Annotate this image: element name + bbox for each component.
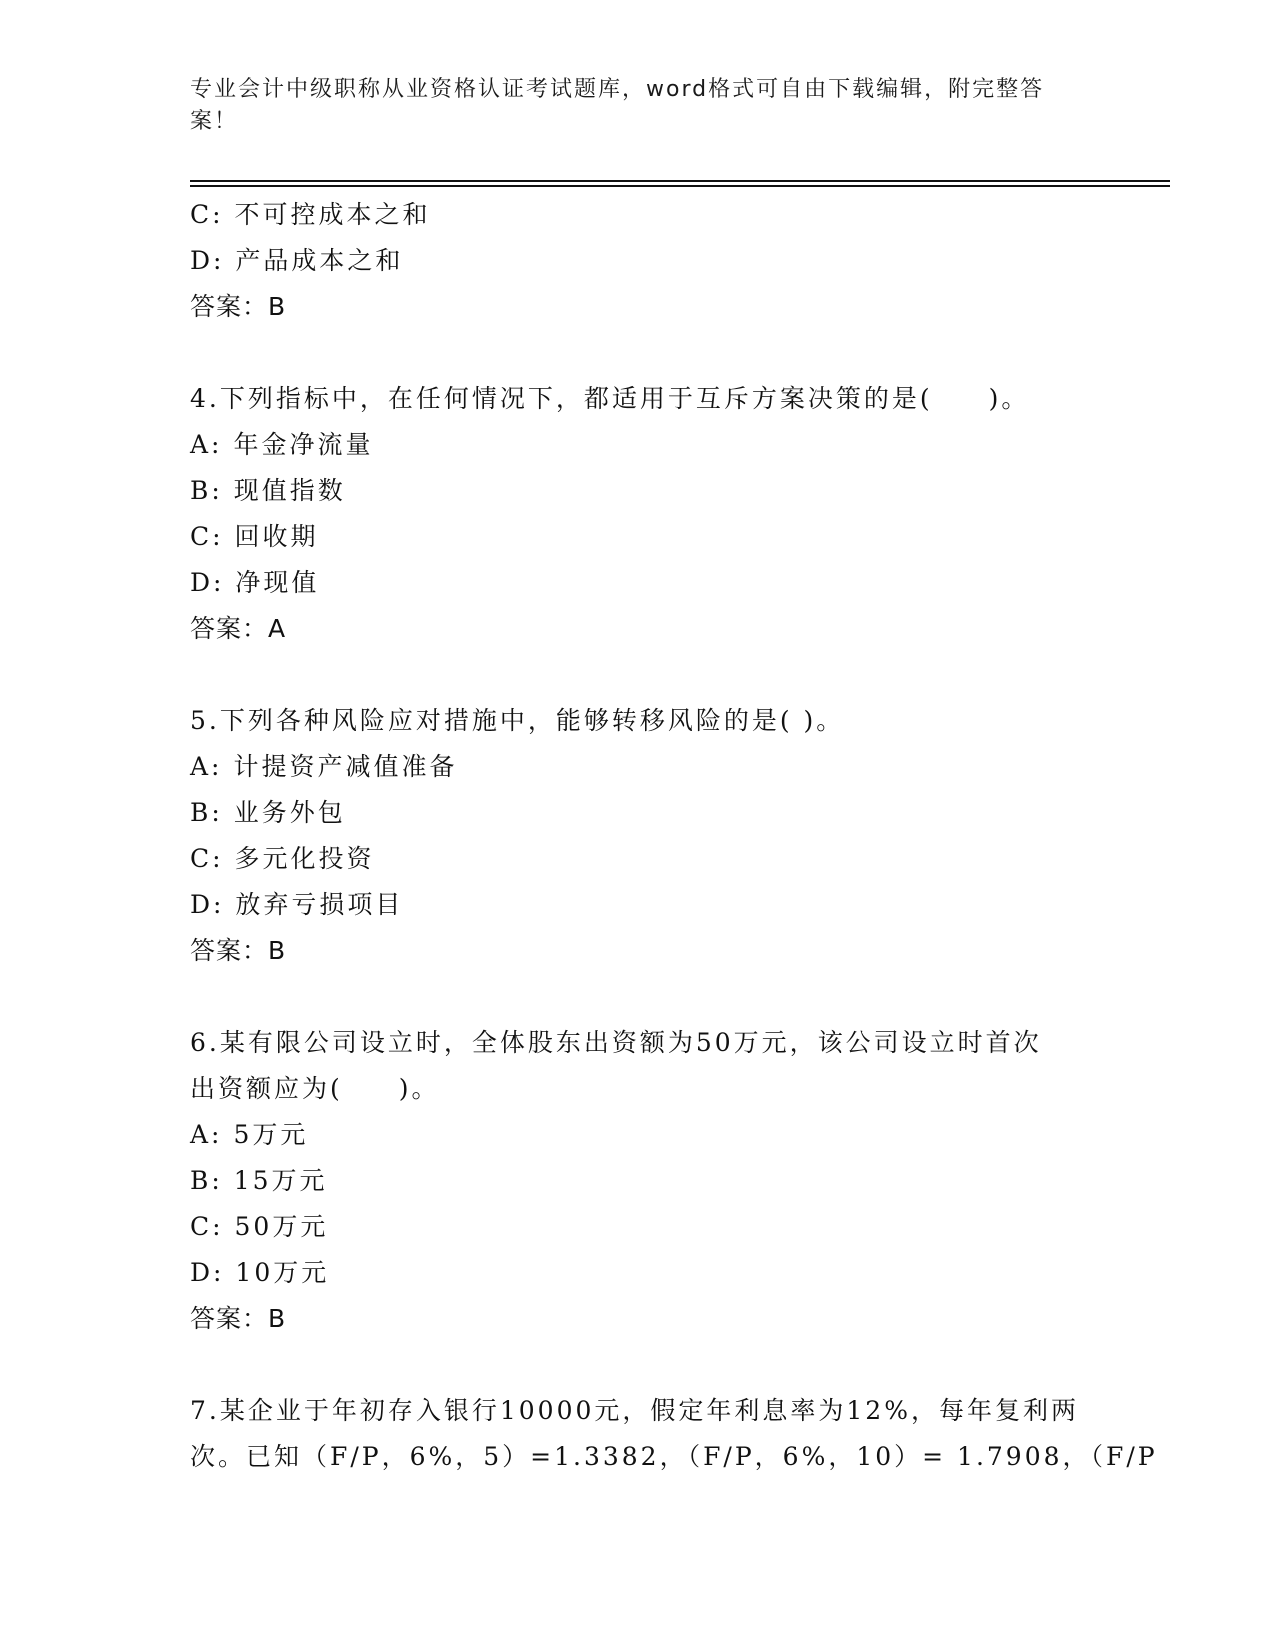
header-line-1: 专业会计中级职称从业资格认证考试题库，word格式可自由下载编辑，附完整答 — [190, 77, 1045, 102]
option-d — [190, 560, 1090, 606]
option-label: B: — [190, 798, 223, 827]
option-label: C: — [190, 844, 224, 873]
question-list — [190, 192, 1158, 1480]
question-5 — [190, 698, 1090, 974]
header-divider-bottom — [190, 185, 1170, 187]
spacer — [190, 1342, 1090, 1388]
question-6 — [190, 1020, 1090, 1342]
option-label: B: — [190, 1166, 223, 1195]
option-label: C: — [190, 1212, 224, 1241]
answer: 答案：B — [190, 1304, 287, 1333]
option-label: A: — [190, 430, 223, 459]
question-stem-line-1: 6.某有限公司设立时，全体股东出资额为50万元，该公司设立时首次 — [190, 1028, 1042, 1057]
answer: 答案：B — [190, 936, 287, 965]
question-3-tail — [190, 192, 1090, 330]
option-label: D: — [190, 1258, 225, 1287]
option-text: 现值指数 — [233, 476, 346, 505]
answer: 答案：A — [190, 614, 287, 643]
option-a — [190, 422, 1090, 468]
question-stem-line-2: 次。已知（F/P，6%，5）=1.3382，（F/P，6%，10）= 1.7908，（F/P — [190, 1442, 1158, 1471]
question-7 — [190, 1388, 1158, 1480]
option-text: 多元化投资 — [234, 844, 375, 873]
spacer — [190, 652, 1090, 698]
option-c — [190, 192, 1090, 238]
option-c — [190, 514, 1090, 560]
header-line-2: 案！ — [190, 109, 239, 134]
option-text: 业务外包 — [233, 798, 346, 827]
question-stem: 4.下列指标中，在任何情况下，都适用于互斥方案决策的是( )。 — [190, 384, 1030, 413]
option-label: C: — [190, 200, 224, 229]
option-b — [190, 1158, 1090, 1204]
answer: 答案：B — [190, 292, 287, 321]
option-label: C: — [190, 522, 224, 551]
option-b — [190, 790, 1090, 836]
option-label: D: — [190, 246, 225, 275]
spacer — [190, 974, 1090, 1020]
option-b — [190, 468, 1090, 514]
option-text: 放弃亏损项目 — [235, 890, 404, 919]
document-header — [190, 74, 1090, 138]
option-a — [190, 1112, 1090, 1158]
option-text: 不可控成本之和 — [234, 200, 431, 229]
question-stem-line-1: 7.某企业于年初存入银行10000元，假定年利息率为12%，每年复利两 — [190, 1396, 1079, 1425]
option-c — [190, 836, 1090, 882]
question-4 — [190, 376, 1090, 652]
option-text: 5万元 — [233, 1120, 309, 1149]
option-text: 年金净流量 — [233, 430, 374, 459]
option-label: A: — [190, 1120, 223, 1149]
spacer — [190, 330, 1090, 376]
header-divider-top — [190, 180, 1170, 182]
option-label: D: — [190, 568, 225, 597]
option-text: 50万元 — [234, 1212, 329, 1241]
option-text: 产品成本之和 — [235, 246, 404, 275]
option-label: B: — [190, 476, 223, 505]
question-stem-line-2: 出资额应为( )。 — [190, 1074, 440, 1103]
option-text: 计提资产减值准备 — [233, 752, 458, 781]
option-d — [190, 238, 1090, 284]
option-d — [190, 1250, 1090, 1296]
option-label: D: — [190, 890, 225, 919]
option-a — [190, 744, 1090, 790]
question-stem: 5.下列各种风险应对措施中，能够转移风险的是( )。 — [190, 706, 845, 735]
option-c — [190, 1204, 1090, 1250]
option-text: 回收期 — [234, 522, 319, 551]
option-text: 净现值 — [235, 568, 320, 597]
option-text: 15万元 — [233, 1166, 328, 1195]
option-d — [190, 882, 1090, 928]
option-label: A: — [190, 752, 223, 781]
option-text: 10万元 — [235, 1258, 330, 1287]
